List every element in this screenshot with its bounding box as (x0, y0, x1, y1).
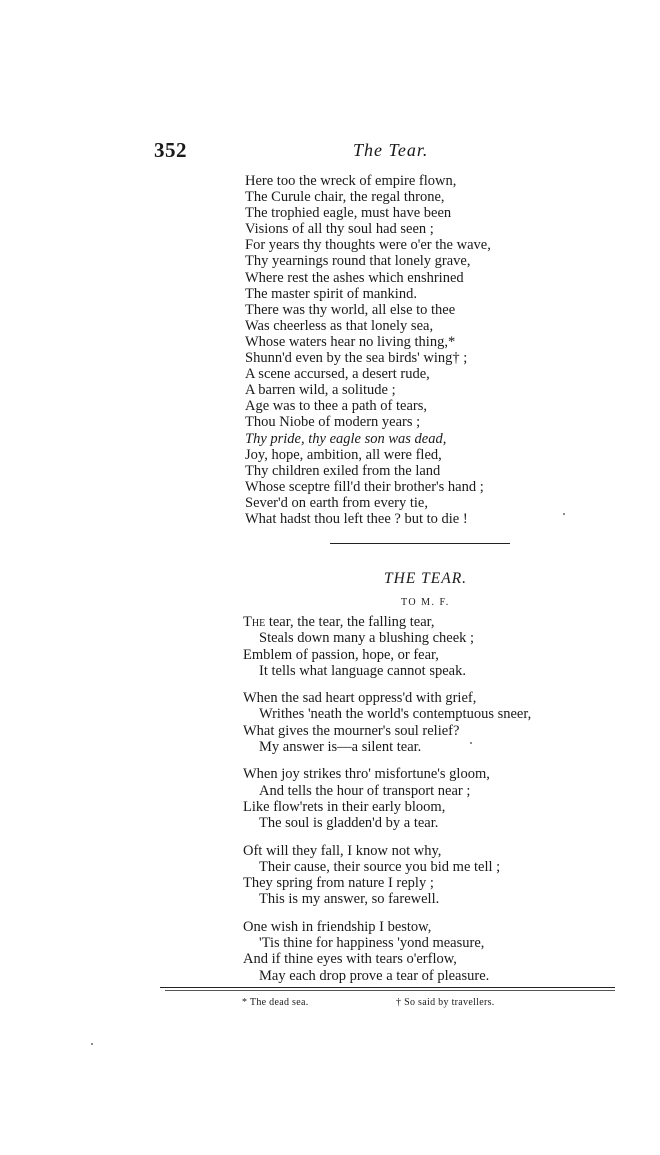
poem-line: The trophied eagle, must have been (245, 205, 452, 222)
running-head: The Tear. (353, 140, 429, 160)
poem-line: Thou Niobe of modern years ; (245, 414, 421, 431)
poem-line: What hadst thou left thee ? but to die ! (245, 510, 468, 527)
opening-line-rest: tear, the tear, the falling tear, (265, 614, 435, 630)
stanza-line: When joy strikes thro' misfortune's gloom, (243, 766, 490, 783)
stanza-line: Their cause, their source you bid me tell ; (259, 858, 501, 875)
stanza-line: It tells what language cannot speak. (259, 662, 466, 679)
stanza-line: Writhes 'neath the world's contemptuous sneer, (259, 706, 532, 723)
stanza-line: One wish in friendship I bestow, (243, 918, 432, 935)
print-speck (470, 742, 472, 744)
poem-stanzas (243, 614, 623, 995)
poem-line: Sever'd on earth from every tie, (245, 494, 428, 511)
poem-line: Thy pride, thy eagle son was dead, (245, 430, 447, 447)
poem-line: Here too the wreck of empire flown, (245, 173, 457, 189)
poem-line: A barren wild, a solitude ; (245, 382, 396, 399)
stanza-line: They spring from nature I reply ; (243, 875, 434, 892)
poem-line: Shunn'd even by the sea birds' wing† ; (245, 350, 468, 367)
stanza (243, 919, 623, 984)
stanza-line: May each drop prove a tear of pleasure. (259, 967, 490, 984)
poem-title: THE TEAR. (384, 570, 468, 587)
poem-line: For years thy thoughts were o'er the wave, (245, 237, 491, 254)
stanza (243, 766, 623, 831)
poem-line: A scene accursed, a desert rude, (245, 366, 430, 383)
opening-word: The (243, 614, 266, 630)
poem-line: The master spirit of mankind. (245, 285, 417, 302)
print-speck (91, 1043, 93, 1045)
stanza-line: And if thine eyes with tears o'erflow, (243, 951, 457, 968)
stanza-line: Emblem of passion, hope, or fear, (243, 646, 439, 663)
poem-line: Was cheerless as that lonely sea, (245, 317, 434, 334)
stanza (243, 843, 623, 908)
stanza-line: This is my answer, so farewell. (259, 891, 440, 908)
footnote-rule-secondary (165, 990, 615, 991)
footnote-rule (160, 987, 615, 988)
print-speck (563, 513, 565, 515)
poem-line: Visions of all thy soul had seen ; (245, 221, 434, 238)
stanza-line: Like flow'rets in their early bloom, (243, 798, 446, 815)
poem-line: Where rest the ashes which enshrined (245, 269, 464, 286)
stanza-line: Oft will they fall, I know not why, (243, 842, 442, 859)
stanza (243, 614, 623, 679)
section-divider (330, 543, 510, 544)
stanza-line (243, 614, 623, 630)
upper-poem-continuation (245, 173, 645, 527)
stanza-line: Steals down many a blushing cheek ; (259, 630, 475, 647)
poem-line: Joy, hope, ambition, all were fled, (245, 446, 442, 463)
poem-line: Thy children exiled from the land (245, 462, 441, 479)
stanza (243, 690, 623, 755)
stanza-line: When the sad heart oppress'd with grief, (243, 690, 477, 707)
stanza-line: What gives the mourner's soul relief? (243, 722, 460, 739)
poem-line: There was thy world, all else to thee (245, 301, 456, 318)
stanza-line: The soul is gladden'd by a tear. (259, 815, 439, 832)
poem-line: Whose waters hear no living thing,* (245, 333, 456, 350)
poem-line: Thy yearnings round that lonely grave, (245, 253, 471, 270)
poem-line: The Curule chair, the regal throne, (245, 189, 445, 206)
stanza-line: And tells the hour of transport near ; (259, 782, 471, 799)
stanza-line: 'Tis thine for happiness 'yond measure, (259, 935, 485, 952)
poem-line: Whose sceptre fill'd their brother's hand ; (245, 478, 484, 495)
poem-line: Age was to thee a path of tears, (245, 398, 427, 415)
stanza-line: My answer is—a silent tear. (259, 739, 422, 756)
footnote-dead-sea: * The dead sea. (242, 997, 309, 1008)
page-number: 352 (154, 138, 187, 162)
footnote-travellers: † So said by travellers. (396, 997, 495, 1008)
poem-dedication: TO M. F. (401, 597, 450, 608)
